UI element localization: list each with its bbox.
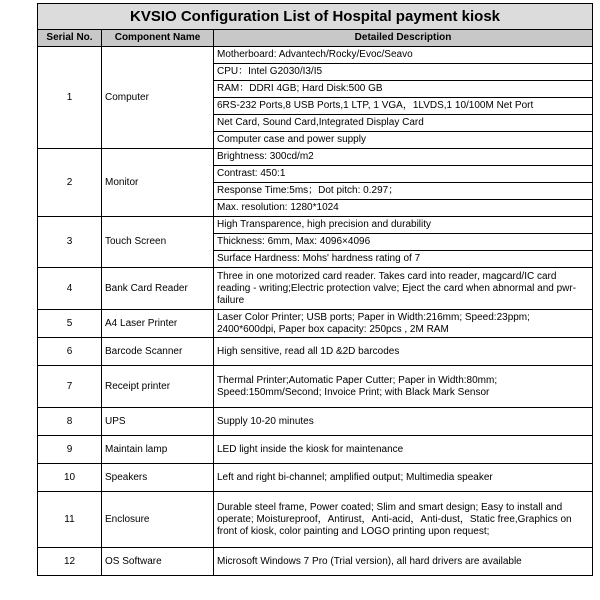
serial-cell: 4 <box>38 268 102 310</box>
serial-cell: 8 <box>38 408 102 436</box>
detail-cell: Response Time:5ms；Dot pitch: 0.297； <box>214 183 593 200</box>
configuration-sheet <box>37 3 592 576</box>
detail-cell: Durable steel frame, Power coated; Slim and smart design; Easy to install and operate; Moistureproof，Antirust，Anti-acid，Anti-dust，Static free,Graphics on front of kiosk, color painting and LOGO printing upon request; <box>214 492 593 548</box>
serial-cell: 1 <box>38 47 102 149</box>
component-cell: Touch Screen <box>102 217 214 268</box>
detail-cell: Thermal Printer;Automatic Paper Cutter; Paper in Width:80mm; Speed:150mm/Second; Invoice Print; with Black Mark Sensor <box>214 366 593 408</box>
detail-cell: Contrast: 450:1 <box>214 166 593 183</box>
serial-cell: 10 <box>38 464 102 492</box>
detail-cell: Three in one motorized card reader. Takes card into reader, magcard/IC card reading - writing;Electric protection valve; Eject the card when abnormal and pwr-failure <box>214 268 593 310</box>
serial-cell: 6 <box>38 338 102 366</box>
detail-cell: Supply 10-20 minutes <box>214 408 593 436</box>
detail-cell: Thickness: 6mm, Max: 4096×4096 <box>214 234 593 251</box>
detail-cell: Max. resolution: 1280*1024 <box>214 200 593 217</box>
component-cell: Enclosure <box>102 492 214 548</box>
component-cell: A4 Laser Printer <box>102 310 214 338</box>
serial-cell: 9 <box>38 436 102 464</box>
serial-cell: 7 <box>38 366 102 408</box>
header-description: Detailed Description <box>214 30 593 47</box>
detail-cell: RAM：DDRI 4GB; Hard Disk:500 GB <box>214 81 593 98</box>
detail-cell: 6RS-232 Ports,8 USB Ports,1 LTP, 1 VGA，1LVDS,1 10/100M Net Port <box>214 98 593 115</box>
component-cell: Receipt printer <box>102 366 214 408</box>
detail-cell: High Transparence, high precision and durability <box>214 217 593 234</box>
component-cell: Barcode Scanner <box>102 338 214 366</box>
component-cell: Computer <box>102 47 214 149</box>
component-cell: Speakers <box>102 464 214 492</box>
component-cell: Bank Card Reader <box>102 268 214 310</box>
detail-cell: CPU：Intel G2030/I3/I5 <box>214 64 593 81</box>
detail-cell: Computer case and power supply <box>214 132 593 149</box>
serial-cell: 3 <box>38 217 102 268</box>
configuration-table <box>37 3 593 576</box>
detail-cell: Left and right bi-channel; amplified output; Multimedia speaker <box>214 464 593 492</box>
serial-cell: 11 <box>38 492 102 548</box>
detail-cell: Microsoft Windows 7 Pro (Trial version), all hard drivers are available <box>214 548 593 576</box>
detail-cell: Laser Color Printer; USB ports; Paper in Width:216mm; Speed:23ppm; 2400*600dpi, Paper box capacity: 250pcs , 2M RAM <box>214 310 593 338</box>
detail-cell: LED light inside the kiosk for maintenance <box>214 436 593 464</box>
detail-cell: High sensitive, read all 1D &2D barcodes <box>214 338 593 366</box>
serial-cell: 12 <box>38 548 102 576</box>
detail-cell: Brightness: 300cd/m2 <box>214 149 593 166</box>
detail-cell: Motherboard: Advantech/Rocky/Evoc/Seavo <box>214 47 593 64</box>
detail-cell: Net Card, Sound Card,Integrated Display Card <box>214 115 593 132</box>
serial-cell: 2 <box>38 149 102 217</box>
serial-cell: 5 <box>38 310 102 338</box>
header-serial: Serial No. <box>38 30 102 47</box>
component-cell: Monitor <box>102 149 214 217</box>
detail-cell: Surface Hardness: Mohs' hardness rating of 7 <box>214 251 593 268</box>
component-cell: Maintain lamp <box>102 436 214 464</box>
header-component: Component Name <box>102 30 214 47</box>
table-title: KVSIO Configuration List of Hospital payment kiosk <box>38 4 593 30</box>
component-cell: UPS <box>102 408 214 436</box>
component-cell: OS Software <box>102 548 214 576</box>
